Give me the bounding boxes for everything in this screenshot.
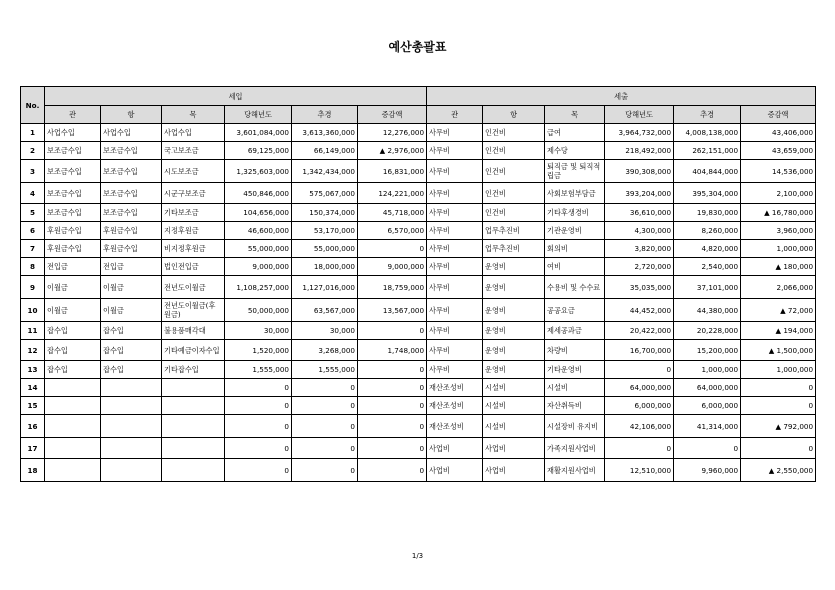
- expense-mok-cell: 차량비: [545, 340, 605, 361]
- row-number: 15: [21, 397, 45, 415]
- expense-mok-cell: 사회보험부담금: [545, 183, 605, 204]
- col-header-exp-mok: 목: [545, 106, 605, 124]
- row-number: 9: [21, 276, 45, 299]
- expense-gwan-cell: 사무비: [427, 258, 483, 276]
- income-mok-cell: 법인전입금: [162, 258, 225, 276]
- income-hang-cell: 잡수입: [101, 340, 162, 361]
- income-gwan-cell: 후원금수입: [45, 222, 101, 240]
- income-revised-cell: 55,000,000: [292, 240, 358, 258]
- expense-mok-cell: 자산취득비: [545, 397, 605, 415]
- expense-gwan-cell: 사무비: [427, 142, 483, 160]
- income-gwan-cell: 이월금: [45, 299, 101, 322]
- income-mok-cell: 불용품매각대: [162, 322, 225, 340]
- expense-revised-cell: 15,200,000: [674, 340, 741, 361]
- income-revised-cell: 150,374,000: [292, 204, 358, 222]
- row-number: 16: [21, 415, 45, 438]
- expense-revised-cell: 262,151,000: [674, 142, 741, 160]
- expense-hang-cell: 업무추진비: [483, 222, 545, 240]
- col-header-exp-change: 증감액: [741, 106, 816, 124]
- income-hang-cell: 보조금수입: [101, 142, 162, 160]
- expense-revised-cell: 4,008,138,000: [674, 124, 741, 142]
- income-hang-cell: [101, 397, 162, 415]
- expense-current-cell: 0: [605, 361, 674, 379]
- income-change-cell: 12,276,000: [358, 124, 427, 142]
- expense-change-cell: 2,100,000: [741, 183, 816, 204]
- row-number: 4: [21, 183, 45, 204]
- income-current-cell: 0: [225, 397, 292, 415]
- expense-change-cell: 43,659,000: [741, 142, 816, 160]
- expense-revised-cell: 20,228,000: [674, 322, 741, 340]
- expense-hang-cell: 인건비: [483, 142, 545, 160]
- income-mok-cell: 기타보조금: [162, 204, 225, 222]
- income-mok-cell: 전년도이월금: [162, 276, 225, 299]
- page-title: 예산총괄표: [388, 40, 447, 54]
- income-mok-cell: [162, 459, 225, 482]
- expense-hang-cell: 인건비: [483, 204, 545, 222]
- expense-hang-cell: 시설비: [483, 415, 545, 438]
- income-gwan-cell: [45, 415, 101, 438]
- expense-change-cell: ▲ 2,550,000: [741, 459, 816, 482]
- expense-revised-cell: 6,000,000: [674, 397, 741, 415]
- income-change-cell: 9,000,000: [358, 258, 427, 276]
- row-number: 10: [21, 299, 45, 322]
- table-row: [21, 379, 816, 397]
- income-change-cell: 0: [358, 322, 427, 340]
- row-number: 1: [21, 124, 45, 142]
- income-change-cell: 0: [358, 438, 427, 459]
- income-current-cell: 450,846,000: [225, 183, 292, 204]
- income-change-cell: ▲ 2,976,000: [358, 142, 427, 160]
- income-gwan-cell: [45, 438, 101, 459]
- expense-change-cell: 1,000,000: [741, 361, 816, 379]
- expense-change-cell: ▲ 1,500,000: [741, 340, 816, 361]
- row-number: 11: [21, 322, 45, 340]
- income-hang-cell: 잡수입: [101, 361, 162, 379]
- expense-gwan-cell: 사무비: [427, 240, 483, 258]
- income-current-cell: 1,108,257,000: [225, 276, 292, 299]
- col-header-inc-current: 당해년도: [225, 106, 292, 124]
- expense-hang-cell: 업무추진비: [483, 240, 545, 258]
- expense-mok-cell: 회의비: [545, 240, 605, 258]
- income-group-header: 세입: [45, 87, 427, 106]
- expense-current-cell: 6,000,000: [605, 397, 674, 415]
- expense-change-cell: ▲ 180,000: [741, 258, 816, 276]
- income-mok-cell: [162, 397, 225, 415]
- expense-hang-cell: 운영비: [483, 276, 545, 299]
- income-current-cell: 0: [225, 415, 292, 438]
- table-row: [21, 397, 816, 415]
- income-gwan-cell: [45, 397, 101, 415]
- income-revised-cell: 1,342,434,000: [292, 160, 358, 183]
- row-number: 5: [21, 204, 45, 222]
- row-number: 6: [21, 222, 45, 240]
- income-hang-cell: 이월금: [101, 276, 162, 299]
- income-hang-cell: 전입금: [101, 258, 162, 276]
- table-row: [21, 222, 816, 240]
- row-number: 7: [21, 240, 45, 258]
- col-header-inc-change: 증감액: [358, 106, 427, 124]
- income-hang-cell: [101, 415, 162, 438]
- expense-gwan-cell: 사무비: [427, 322, 483, 340]
- expense-gwan-cell: 재산조성비: [427, 415, 483, 438]
- row-number: 2: [21, 142, 45, 160]
- income-revised-cell: 66,149,000: [292, 142, 358, 160]
- income-change-cell: 0: [358, 397, 427, 415]
- income-hang-cell: 이월금: [101, 299, 162, 322]
- row-number: 17: [21, 438, 45, 459]
- expense-hang-cell: 운영비: [483, 322, 545, 340]
- expense-gwan-cell: 사무비: [427, 204, 483, 222]
- expense-mok-cell: 제세공과금: [545, 322, 605, 340]
- expense-change-cell: 1,000,000: [741, 240, 816, 258]
- expense-revised-cell: 8,260,000: [674, 222, 741, 240]
- expense-current-cell: 64,000,000: [605, 379, 674, 397]
- income-hang-cell: 보조금수입: [101, 204, 162, 222]
- row-number: 8: [21, 258, 45, 276]
- expense-current-cell: 12,510,000: [605, 459, 674, 482]
- income-revised-cell: 53,170,000: [292, 222, 358, 240]
- expense-gwan-cell: 재산조성비: [427, 379, 483, 397]
- income-gwan-cell: 후원금수입: [45, 240, 101, 258]
- income-change-cell: 6,570,000: [358, 222, 427, 240]
- expense-hang-cell: 사업비: [483, 438, 545, 459]
- expense-hang-cell: 시설비: [483, 379, 545, 397]
- income-change-cell: 0: [358, 415, 427, 438]
- table-row: [21, 322, 816, 340]
- expense-revised-cell: 395,304,000: [674, 183, 741, 204]
- income-revised-cell: 3,268,000: [292, 340, 358, 361]
- col-header-exp-hang: 항: [483, 106, 545, 124]
- table-row: [21, 438, 816, 459]
- table-row: [21, 415, 816, 438]
- income-gwan-cell: 보조금수입: [45, 160, 101, 183]
- expense-change-cell: 0: [741, 397, 816, 415]
- expense-revised-cell: 19,830,000: [674, 204, 741, 222]
- income-current-cell: 104,656,000: [225, 204, 292, 222]
- income-revised-cell: 0: [292, 438, 358, 459]
- expense-gwan-cell: 사무비: [427, 222, 483, 240]
- expense-mok-cell: 시설비: [545, 379, 605, 397]
- expense-current-cell: 390,308,000: [605, 160, 674, 183]
- expense-hang-cell: 시설비: [483, 397, 545, 415]
- expense-gwan-cell: 사업비: [427, 438, 483, 459]
- income-current-cell: 3,601,084,000: [225, 124, 292, 142]
- table-row: [21, 124, 816, 142]
- expense-mok-cell: 공공요금: [545, 299, 605, 322]
- income-gwan-cell: 보조금수입: [45, 183, 101, 204]
- expense-revised-cell: 1,000,000: [674, 361, 741, 379]
- expense-revised-cell: 64,000,000: [674, 379, 741, 397]
- income-current-cell: 30,000: [225, 322, 292, 340]
- income-revised-cell: 18,000,000: [292, 258, 358, 276]
- expense-mok-cell: 제수당: [545, 142, 605, 160]
- income-revised-cell: 0: [292, 397, 358, 415]
- expense-current-cell: 0: [605, 438, 674, 459]
- income-current-cell: 1,325,603,000: [225, 160, 292, 183]
- expense-revised-cell: 41,314,000: [674, 415, 741, 438]
- expense-change-cell: ▲ 194,000: [741, 322, 816, 340]
- income-gwan-cell: 전입금: [45, 258, 101, 276]
- expense-mok-cell: 가족지원사업비: [545, 438, 605, 459]
- expense-mok-cell: 기타후생경비: [545, 204, 605, 222]
- expense-mok-cell: 기타운영비: [545, 361, 605, 379]
- expense-group-header: 세출: [427, 87, 816, 106]
- income-mok-cell: 사업수입: [162, 124, 225, 142]
- expense-current-cell: 2,720,000: [605, 258, 674, 276]
- income-hang-cell: 보조금수입: [101, 160, 162, 183]
- income-mok-cell: 국고보조금: [162, 142, 225, 160]
- table-row: [21, 276, 816, 299]
- expense-change-cell: 0: [741, 379, 816, 397]
- income-current-cell: 55,000,000: [225, 240, 292, 258]
- income-hang-cell: [101, 438, 162, 459]
- expense-hang-cell: 인건비: [483, 160, 545, 183]
- expense-hang-cell: 운영비: [483, 299, 545, 322]
- income-change-cell: 0: [358, 240, 427, 258]
- income-hang-cell: 후원금수입: [101, 222, 162, 240]
- table-row: [21, 299, 816, 322]
- row-number: 14: [21, 379, 45, 397]
- income-gwan-cell: 잡수입: [45, 361, 101, 379]
- expense-change-cell: 2,066,000: [741, 276, 816, 299]
- expense-change-cell: 43,406,000: [741, 124, 816, 142]
- income-current-cell: 0: [225, 379, 292, 397]
- income-revised-cell: 1,127,016,000: [292, 276, 358, 299]
- expense-current-cell: 44,452,000: [605, 299, 674, 322]
- income-gwan-cell: 보조금수입: [45, 204, 101, 222]
- income-change-cell: 16,831,000: [358, 160, 427, 183]
- expense-gwan-cell: 사무비: [427, 361, 483, 379]
- income-gwan-cell: [45, 459, 101, 482]
- row-number: 18: [21, 459, 45, 482]
- expense-gwan-cell: 사업비: [427, 459, 483, 482]
- col-header-inc-gwan: 관: [45, 106, 101, 124]
- income-change-cell: 0: [358, 379, 427, 397]
- col-header-exp-gwan: 관: [427, 106, 483, 124]
- expense-mok-cell: 기관운영비: [545, 222, 605, 240]
- expense-current-cell: 36,610,000: [605, 204, 674, 222]
- col-header-exp-current: 당해년도: [605, 106, 674, 124]
- expense-current-cell: 16,700,000: [605, 340, 674, 361]
- income-revised-cell: 30,000: [292, 322, 358, 340]
- income-mok-cell: [162, 379, 225, 397]
- expense-current-cell: 3,820,000: [605, 240, 674, 258]
- income-revised-cell: 0: [292, 415, 358, 438]
- income-mok-cell: [162, 415, 225, 438]
- expense-mok-cell: 수용비 및 수수료: [545, 276, 605, 299]
- expense-current-cell: 42,106,000: [605, 415, 674, 438]
- expense-change-cell: 3,960,000: [741, 222, 816, 240]
- income-mok-cell: 전년도이월금(후원금): [162, 299, 225, 322]
- expense-mok-cell: 급여: [545, 124, 605, 142]
- col-header-exp-revised: 추경: [674, 106, 741, 124]
- income-gwan-cell: 보조금수입: [45, 142, 101, 160]
- expense-mok-cell: 퇴직금 및 퇴직적립금: [545, 160, 605, 183]
- income-mok-cell: [162, 438, 225, 459]
- col-header-inc-revised: 추경: [292, 106, 358, 124]
- table-row: [21, 204, 816, 222]
- income-change-cell: 1,748,000: [358, 340, 427, 361]
- budget-summary-table: [20, 86, 816, 482]
- expense-hang-cell: 운영비: [483, 340, 545, 361]
- income-hang-cell: 후원금수입: [101, 240, 162, 258]
- income-mok-cell: 시군구보조금: [162, 183, 225, 204]
- income-current-cell: 0: [225, 438, 292, 459]
- expense-gwan-cell: 사무비: [427, 299, 483, 322]
- expense-gwan-cell: 사무비: [427, 276, 483, 299]
- expense-current-cell: 35,035,000: [605, 276, 674, 299]
- expense-change-cell: 0: [741, 438, 816, 459]
- table-row: [21, 160, 816, 183]
- page-number: 1/3: [411, 552, 424, 560]
- table-row: [21, 183, 816, 204]
- table-row: [21, 142, 816, 160]
- income-mok-cell: 지정후원금: [162, 222, 225, 240]
- expense-current-cell: 4,300,000: [605, 222, 674, 240]
- expense-hang-cell: 운영비: [483, 258, 545, 276]
- income-current-cell: 50,000,000: [225, 299, 292, 322]
- income-current-cell: 1,520,000: [225, 340, 292, 361]
- income-hang-cell: 보조금수입: [101, 183, 162, 204]
- income-revised-cell: 0: [292, 459, 358, 482]
- col-header-inc-mok: 목: [162, 106, 225, 124]
- expense-mok-cell: 여비: [545, 258, 605, 276]
- col-header-no: No.: [21, 87, 45, 124]
- expense-revised-cell: 9,960,000: [674, 459, 741, 482]
- expense-revised-cell: 44,380,000: [674, 299, 741, 322]
- expense-revised-cell: 0: [674, 438, 741, 459]
- expense-current-cell: 218,492,000: [605, 142, 674, 160]
- income-revised-cell: 575,067,000: [292, 183, 358, 204]
- expense-gwan-cell: 사무비: [427, 124, 483, 142]
- expense-revised-cell: 404,844,000: [674, 160, 741, 183]
- expense-change-cell: 14,536,000: [741, 160, 816, 183]
- income-change-cell: 124,221,000: [358, 183, 427, 204]
- expense-hang-cell: 인건비: [483, 124, 545, 142]
- expense-hang-cell: 운영비: [483, 361, 545, 379]
- income-revised-cell: 0: [292, 379, 358, 397]
- expense-hang-cell: 인건비: [483, 183, 545, 204]
- income-revised-cell: 63,567,000: [292, 299, 358, 322]
- expense-current-cell: 20,422,000: [605, 322, 674, 340]
- table-row: [21, 459, 816, 482]
- expense-gwan-cell: 사무비: [427, 183, 483, 204]
- table-row: [21, 361, 816, 379]
- expense-mok-cell: 시설장비 유지비: [545, 415, 605, 438]
- income-hang-cell: [101, 459, 162, 482]
- income-gwan-cell: 잡수입: [45, 340, 101, 361]
- expense-change-cell: ▲ 16,780,000: [741, 204, 816, 222]
- expense-change-cell: ▲ 792,000: [741, 415, 816, 438]
- table-row: [21, 240, 816, 258]
- table-row: [21, 340, 816, 361]
- row-number: 13: [21, 361, 45, 379]
- expense-gwan-cell: 사무비: [427, 340, 483, 361]
- income-gwan-cell: 사업수입: [45, 124, 101, 142]
- income-change-cell: 0: [358, 361, 427, 379]
- table-row: [21, 258, 816, 276]
- expense-revised-cell: 37,101,000: [674, 276, 741, 299]
- expense-current-cell: 3,964,732,000: [605, 124, 674, 142]
- income-gwan-cell: [45, 379, 101, 397]
- income-change-cell: 0: [358, 459, 427, 482]
- expense-current-cell: 393,204,000: [605, 183, 674, 204]
- income-mok-cell: 기타잡수입: [162, 361, 225, 379]
- expense-hang-cell: 사업비: [483, 459, 545, 482]
- expense-revised-cell: 4,820,000: [674, 240, 741, 258]
- expense-gwan-cell: 재산조성비: [427, 397, 483, 415]
- income-hang-cell: 잡수입: [101, 322, 162, 340]
- income-revised-cell: 1,555,000: [292, 361, 358, 379]
- row-number: 12: [21, 340, 45, 361]
- income-hang-cell: 사업수입: [101, 124, 162, 142]
- income-current-cell: 0: [225, 459, 292, 482]
- income-current-cell: 69,125,000: [225, 142, 292, 160]
- income-mok-cell: 기타예금이자수입: [162, 340, 225, 361]
- income-current-cell: 1,555,000: [225, 361, 292, 379]
- income-hang-cell: [101, 379, 162, 397]
- income-gwan-cell: 이월금: [45, 276, 101, 299]
- income-revised-cell: 3,613,360,000: [292, 124, 358, 142]
- income-change-cell: 45,718,000: [358, 204, 427, 222]
- expense-gwan-cell: 사무비: [427, 160, 483, 183]
- income-mok-cell: 비지정후원금: [162, 240, 225, 258]
- income-change-cell: 13,567,000: [358, 299, 427, 322]
- expense-revised-cell: 2,540,000: [674, 258, 741, 276]
- income-change-cell: 18,759,000: [358, 276, 427, 299]
- income-current-cell: 46,600,000: [225, 222, 292, 240]
- income-gwan-cell: 잡수입: [45, 322, 101, 340]
- expense-mok-cell: 재활지원사업비: [545, 459, 605, 482]
- income-mok-cell: 시도보조금: [162, 160, 225, 183]
- col-header-inc-hang: 항: [101, 106, 162, 124]
- expense-change-cell: ▲ 72,000: [741, 299, 816, 322]
- income-current-cell: 9,000,000: [225, 258, 292, 276]
- row-number: 3: [21, 160, 45, 183]
